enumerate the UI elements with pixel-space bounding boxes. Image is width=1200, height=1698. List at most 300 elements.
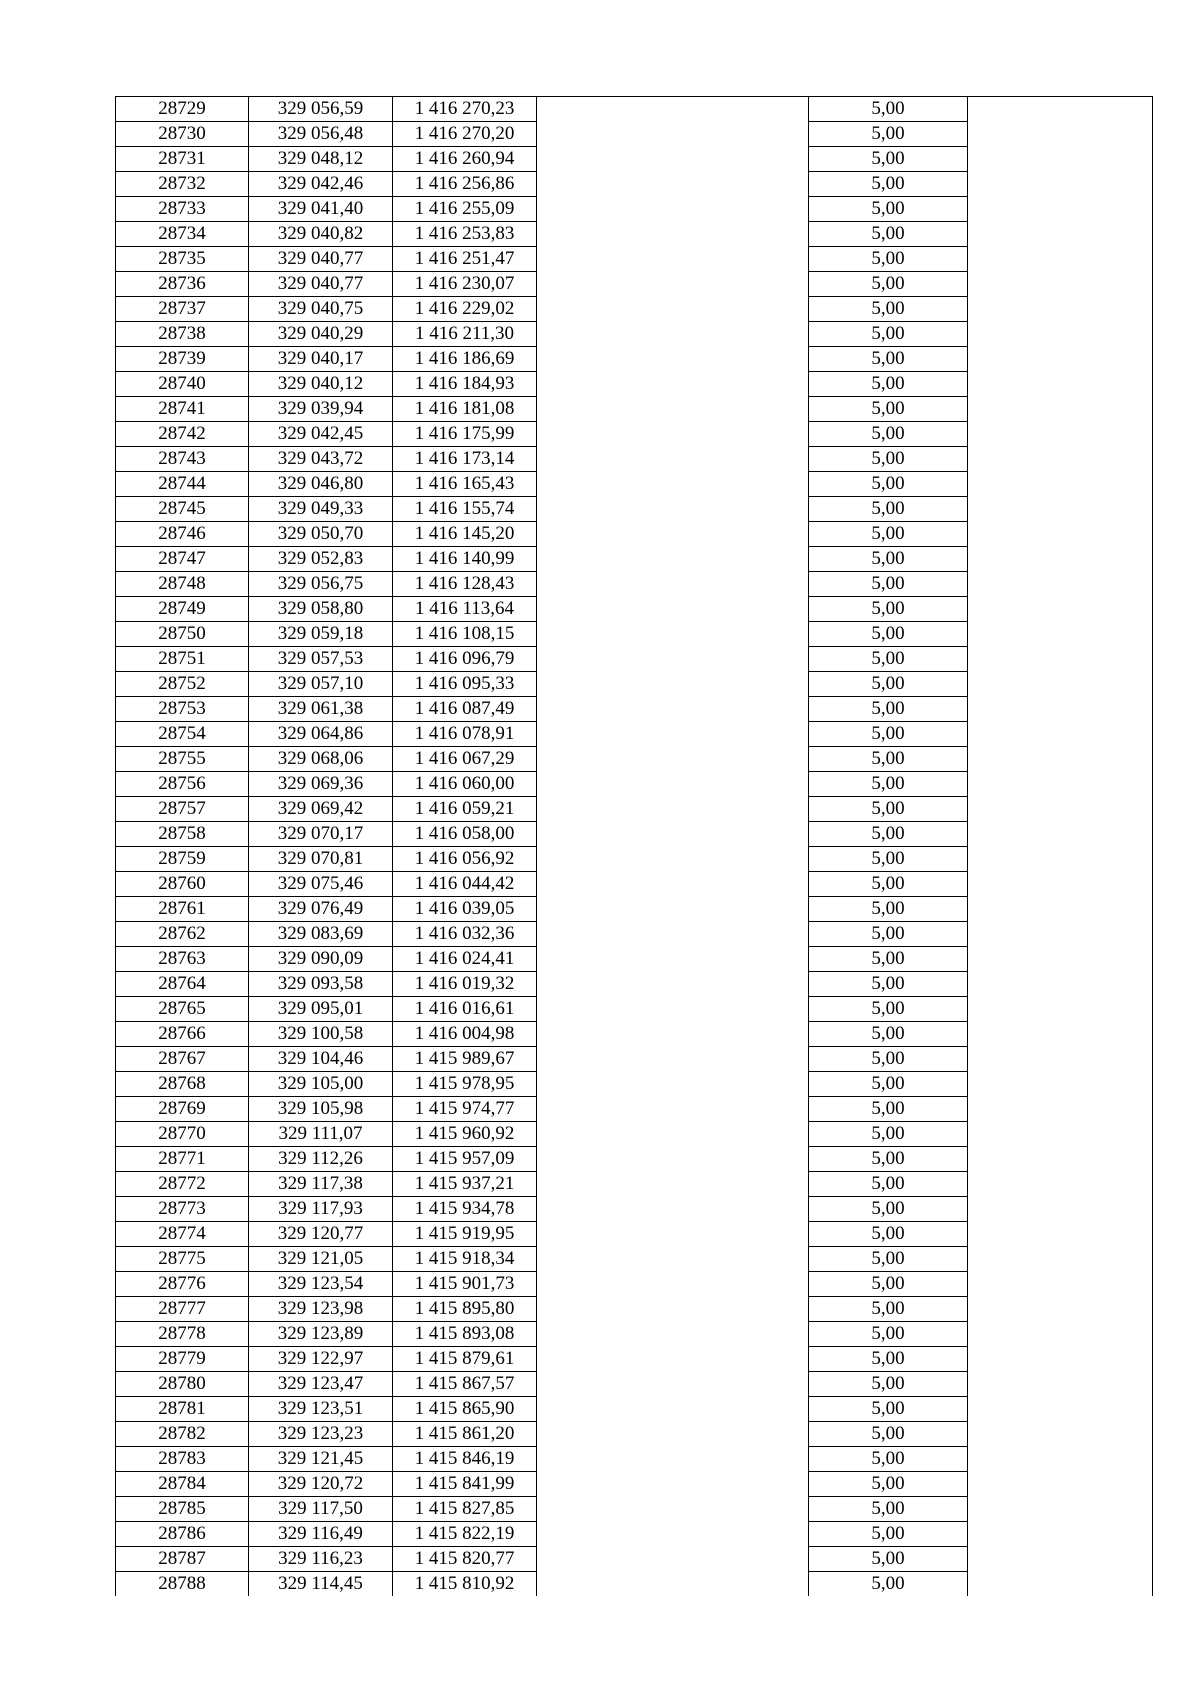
blank-cell bbox=[537, 847, 809, 872]
blank-cell bbox=[968, 772, 1153, 797]
value-cell: 5,00 bbox=[809, 947, 968, 972]
value-cell: 5,00 bbox=[809, 647, 968, 672]
blank-cell bbox=[537, 722, 809, 747]
blank-cell bbox=[968, 297, 1153, 322]
y-coordinate-cell: 1 415 867,57 bbox=[393, 1372, 537, 1397]
blank-cell bbox=[537, 647, 809, 672]
table-row bbox=[116, 572, 1153, 597]
blank-cell bbox=[537, 1397, 809, 1422]
blank-cell bbox=[537, 822, 809, 847]
table-row bbox=[116, 297, 1153, 322]
table-row bbox=[116, 222, 1153, 247]
y-coordinate-cell: 1 416 256,86 bbox=[393, 172, 537, 197]
value-cell: 5,00 bbox=[809, 247, 968, 272]
blank-cell bbox=[968, 697, 1153, 722]
table-row bbox=[116, 122, 1153, 147]
value-cell: 5,00 bbox=[809, 1447, 968, 1472]
value-cell: 5,00 bbox=[809, 1072, 968, 1097]
blank-cell bbox=[968, 497, 1153, 522]
table-row bbox=[116, 247, 1153, 272]
x-coordinate-cell: 329 100,58 bbox=[249, 1022, 393, 1047]
blank-cell bbox=[537, 347, 809, 372]
value-cell: 5,00 bbox=[809, 1397, 968, 1422]
y-coordinate-cell: 1 416 140,99 bbox=[393, 547, 537, 572]
blank-cell bbox=[537, 147, 809, 172]
blank-cell bbox=[968, 1222, 1153, 1247]
blank-cell bbox=[537, 1072, 809, 1097]
point-number-cell: 28787 bbox=[116, 1547, 249, 1572]
x-coordinate-cell: 329 123,47 bbox=[249, 1372, 393, 1397]
blank-cell bbox=[968, 422, 1153, 447]
blank-cell bbox=[968, 1522, 1153, 1547]
table-row bbox=[116, 872, 1153, 897]
blank-cell bbox=[537, 1522, 809, 1547]
y-coordinate-cell: 1 416 211,30 bbox=[393, 322, 537, 347]
y-coordinate-cell: 1 416 113,64 bbox=[393, 597, 537, 622]
point-number-cell: 28745 bbox=[116, 497, 249, 522]
x-coordinate-cell: 329 075,46 bbox=[249, 872, 393, 897]
y-coordinate-cell: 1 416 108,15 bbox=[393, 622, 537, 647]
blank-cell bbox=[968, 747, 1153, 772]
blank-cell bbox=[537, 922, 809, 947]
value-cell: 5,00 bbox=[809, 447, 968, 472]
blank-cell bbox=[968, 472, 1153, 497]
point-number-cell: 28783 bbox=[116, 1447, 249, 1472]
x-coordinate-cell: 329 117,50 bbox=[249, 1497, 393, 1522]
table-row bbox=[116, 1072, 1153, 1097]
value-cell: 5,00 bbox=[809, 497, 968, 522]
value-cell: 5,00 bbox=[809, 1272, 968, 1297]
y-coordinate-cell: 1 416 260,94 bbox=[393, 147, 537, 172]
blank-cell bbox=[537, 1322, 809, 1347]
y-coordinate-cell: 1 416 056,92 bbox=[393, 847, 537, 872]
point-number-cell: 28753 bbox=[116, 697, 249, 722]
blank-cell bbox=[537, 1547, 809, 1572]
x-coordinate-cell: 329 123,51 bbox=[249, 1397, 393, 1422]
blank-cell bbox=[968, 572, 1153, 597]
y-coordinate-cell: 1 416 044,42 bbox=[393, 872, 537, 897]
y-coordinate-cell: 1 415 978,95 bbox=[393, 1072, 537, 1097]
table-row bbox=[116, 772, 1153, 797]
x-coordinate-cell: 329 117,38 bbox=[249, 1172, 393, 1197]
x-coordinate-cell: 329 040,12 bbox=[249, 372, 393, 397]
value-cell: 5,00 bbox=[809, 722, 968, 747]
blank-cell bbox=[968, 1322, 1153, 1347]
point-number-cell: 28774 bbox=[116, 1222, 249, 1247]
blank-cell bbox=[968, 197, 1153, 222]
value-cell: 5,00 bbox=[809, 997, 968, 1022]
blank-cell bbox=[968, 1097, 1153, 1122]
table-row bbox=[116, 497, 1153, 522]
blank-cell bbox=[537, 672, 809, 697]
y-coordinate-cell: 1 416 019,32 bbox=[393, 972, 537, 997]
table-row bbox=[116, 1247, 1153, 1272]
value-cell: 5,00 bbox=[809, 747, 968, 772]
table-row bbox=[116, 522, 1153, 547]
x-coordinate-cell: 329 122,97 bbox=[249, 1347, 393, 1372]
x-coordinate-cell: 329 040,75 bbox=[249, 297, 393, 322]
blank-cell bbox=[537, 1047, 809, 1072]
y-coordinate-cell: 1 416 067,29 bbox=[393, 747, 537, 772]
x-coordinate-cell: 329 123,89 bbox=[249, 1322, 393, 1347]
blank-cell bbox=[968, 1122, 1153, 1147]
blank-cell bbox=[968, 997, 1153, 1022]
table-row bbox=[116, 847, 1153, 872]
blank-cell bbox=[968, 622, 1153, 647]
blank-cell bbox=[537, 1447, 809, 1472]
table-row bbox=[116, 1297, 1153, 1322]
x-coordinate-cell: 329 105,98 bbox=[249, 1097, 393, 1122]
blank-cell bbox=[537, 1572, 809, 1597]
blank-cell bbox=[968, 1397, 1153, 1422]
value-cell: 5,00 bbox=[809, 1522, 968, 1547]
y-coordinate-cell: 1 416 128,43 bbox=[393, 572, 537, 597]
blank-cell bbox=[537, 622, 809, 647]
blank-cell bbox=[537, 197, 809, 222]
x-coordinate-cell: 329 050,70 bbox=[249, 522, 393, 547]
value-cell: 5,00 bbox=[809, 1572, 968, 1597]
point-number-cell: 28751 bbox=[116, 647, 249, 672]
value-cell: 5,00 bbox=[809, 1097, 968, 1122]
table-row bbox=[116, 897, 1153, 922]
y-coordinate-cell: 1 415 820,77 bbox=[393, 1547, 537, 1572]
blank-cell bbox=[968, 1572, 1153, 1597]
y-coordinate-cell: 1 415 934,78 bbox=[393, 1197, 537, 1222]
table-row bbox=[116, 672, 1153, 697]
value-cell: 5,00 bbox=[809, 1297, 968, 1322]
blank-cell bbox=[968, 522, 1153, 547]
blank-cell bbox=[968, 1047, 1153, 1072]
y-coordinate-cell: 1 415 901,73 bbox=[393, 1272, 537, 1297]
value-cell: 5,00 bbox=[809, 872, 968, 897]
table-row bbox=[116, 1172, 1153, 1197]
x-coordinate-cell: 329 121,45 bbox=[249, 1447, 393, 1472]
table-row bbox=[116, 1097, 1153, 1122]
table-row bbox=[116, 1497, 1153, 1522]
blank-cell bbox=[968, 247, 1153, 272]
blank-cell bbox=[968, 1247, 1153, 1272]
point-number-cell: 28739 bbox=[116, 347, 249, 372]
blank-cell bbox=[968, 1072, 1153, 1097]
point-number-cell: 28778 bbox=[116, 1322, 249, 1347]
y-coordinate-cell: 1 416 039,05 bbox=[393, 897, 537, 922]
y-coordinate-cell: 1 415 989,67 bbox=[393, 1047, 537, 1072]
y-coordinate-cell: 1 415 937,21 bbox=[393, 1172, 537, 1197]
table-row bbox=[116, 1422, 1153, 1447]
point-number-cell: 28786 bbox=[116, 1522, 249, 1547]
point-number-cell: 28756 bbox=[116, 772, 249, 797]
blank-cell bbox=[537, 297, 809, 322]
value-cell: 5,00 bbox=[809, 547, 968, 572]
x-coordinate-cell: 329 120,77 bbox=[249, 1222, 393, 1247]
y-coordinate-cell: 1 416 270,23 bbox=[393, 97, 537, 122]
value-cell: 5,00 bbox=[809, 1147, 968, 1172]
point-number-cell: 28773 bbox=[116, 1197, 249, 1222]
point-number-cell: 28770 bbox=[116, 1122, 249, 1147]
value-cell: 5,00 bbox=[809, 522, 968, 547]
blank-cell bbox=[968, 447, 1153, 472]
point-number-cell: 28764 bbox=[116, 972, 249, 997]
y-coordinate-cell: 1 416 058,00 bbox=[393, 822, 537, 847]
blank-cell bbox=[968, 1147, 1153, 1172]
blank-cell bbox=[537, 397, 809, 422]
x-coordinate-cell: 329 042,46 bbox=[249, 172, 393, 197]
y-coordinate-cell: 1 415 895,80 bbox=[393, 1297, 537, 1322]
blank-cell bbox=[968, 1447, 1153, 1472]
point-number-cell: 28736 bbox=[116, 272, 249, 297]
point-number-cell: 28777 bbox=[116, 1297, 249, 1322]
x-coordinate-cell: 329 069,42 bbox=[249, 797, 393, 822]
table-row bbox=[116, 722, 1153, 747]
table-row bbox=[116, 372, 1153, 397]
blank-cell bbox=[537, 597, 809, 622]
x-coordinate-cell: 329 116,49 bbox=[249, 1522, 393, 1547]
value-cell: 5,00 bbox=[809, 397, 968, 422]
y-coordinate-cell: 1 416 253,83 bbox=[393, 222, 537, 247]
blank-cell bbox=[968, 597, 1153, 622]
blank-cell bbox=[537, 1097, 809, 1122]
x-coordinate-cell: 329 059,18 bbox=[249, 622, 393, 647]
blank-cell bbox=[537, 697, 809, 722]
y-coordinate-cell: 1 416 230,07 bbox=[393, 272, 537, 297]
blank-cell bbox=[537, 172, 809, 197]
x-coordinate-cell: 329 046,80 bbox=[249, 472, 393, 497]
blank-cell bbox=[537, 997, 809, 1022]
blank-cell bbox=[968, 822, 1153, 847]
blank-cell bbox=[537, 1497, 809, 1522]
point-number-cell: 28767 bbox=[116, 1047, 249, 1072]
x-coordinate-cell: 329 095,01 bbox=[249, 997, 393, 1022]
y-coordinate-cell: 1 415 879,61 bbox=[393, 1347, 537, 1372]
blank-cell bbox=[968, 222, 1153, 247]
value-cell: 5,00 bbox=[809, 1172, 968, 1197]
x-coordinate-cell: 329 040,77 bbox=[249, 272, 393, 297]
blank-cell bbox=[537, 1472, 809, 1497]
y-coordinate-cell: 1 416 032,36 bbox=[393, 922, 537, 947]
point-number-cell: 28731 bbox=[116, 147, 249, 172]
table-row bbox=[116, 1322, 1153, 1347]
table-row bbox=[116, 272, 1153, 297]
x-coordinate-cell: 329 120,72 bbox=[249, 1472, 393, 1497]
blank-cell bbox=[968, 1172, 1153, 1197]
point-number-cell: 28762 bbox=[116, 922, 249, 947]
y-coordinate-cell: 1 415 822,19 bbox=[393, 1522, 537, 1547]
value-cell: 5,00 bbox=[809, 847, 968, 872]
blank-cell bbox=[537, 872, 809, 897]
x-coordinate-cell: 329 049,33 bbox=[249, 497, 393, 522]
point-number-cell: 28769 bbox=[116, 1097, 249, 1122]
x-coordinate-cell: 329 040,82 bbox=[249, 222, 393, 247]
value-cell: 5,00 bbox=[809, 1047, 968, 1072]
value-cell: 5,00 bbox=[809, 347, 968, 372]
value-cell: 5,00 bbox=[809, 1222, 968, 1247]
x-coordinate-cell: 329 042,45 bbox=[249, 422, 393, 447]
x-coordinate-cell: 329 043,72 bbox=[249, 447, 393, 472]
table-row bbox=[116, 1047, 1153, 1072]
blank-cell bbox=[537, 1422, 809, 1447]
table-row bbox=[116, 397, 1153, 422]
blank-cell bbox=[968, 672, 1153, 697]
y-coordinate-cell: 1 416 004,98 bbox=[393, 1022, 537, 1047]
x-coordinate-cell: 329 093,58 bbox=[249, 972, 393, 997]
blank-cell bbox=[537, 322, 809, 347]
x-coordinate-cell: 329 112,26 bbox=[249, 1147, 393, 1172]
value-cell: 5,00 bbox=[809, 222, 968, 247]
point-number-cell: 28733 bbox=[116, 197, 249, 222]
point-number-cell: 28768 bbox=[116, 1072, 249, 1097]
point-number-cell: 28740 bbox=[116, 372, 249, 397]
table-row bbox=[116, 1472, 1153, 1497]
table-row bbox=[116, 1572, 1153, 1597]
y-coordinate-cell: 1 415 893,08 bbox=[393, 1322, 537, 1347]
table-row bbox=[116, 1222, 1153, 1247]
blank-cell bbox=[537, 547, 809, 572]
point-number-cell: 28779 bbox=[116, 1347, 249, 1372]
value-cell: 5,00 bbox=[809, 272, 968, 297]
table-row bbox=[116, 472, 1153, 497]
y-coordinate-cell: 1 416 165,43 bbox=[393, 472, 537, 497]
blank-cell bbox=[537, 497, 809, 522]
y-coordinate-cell: 1 416 251,47 bbox=[393, 247, 537, 272]
value-cell: 5,00 bbox=[809, 1372, 968, 1397]
value-cell: 5,00 bbox=[809, 172, 968, 197]
value-cell: 5,00 bbox=[809, 322, 968, 347]
point-number-cell: 28766 bbox=[116, 1022, 249, 1047]
x-coordinate-cell: 329 048,12 bbox=[249, 147, 393, 172]
value-cell: 5,00 bbox=[809, 197, 968, 222]
blank-cell bbox=[968, 1372, 1153, 1397]
y-coordinate-cell: 1 415 846,19 bbox=[393, 1447, 537, 1472]
point-number-cell: 28742 bbox=[116, 422, 249, 447]
point-number-cell: 28732 bbox=[116, 172, 249, 197]
x-coordinate-cell: 329 057,53 bbox=[249, 647, 393, 672]
point-number-cell: 28750 bbox=[116, 622, 249, 647]
y-coordinate-cell: 1 416 181,08 bbox=[393, 397, 537, 422]
point-number-cell: 28730 bbox=[116, 122, 249, 147]
x-coordinate-cell: 329 070,81 bbox=[249, 847, 393, 872]
table-row bbox=[116, 447, 1153, 472]
blank-cell bbox=[537, 1372, 809, 1397]
point-number-cell: 28748 bbox=[116, 572, 249, 597]
x-coordinate-cell: 329 076,49 bbox=[249, 897, 393, 922]
value-cell: 5,00 bbox=[809, 422, 968, 447]
table-row bbox=[116, 697, 1153, 722]
x-coordinate-cell: 329 070,17 bbox=[249, 822, 393, 847]
table-row bbox=[116, 1447, 1153, 1472]
value-cell: 5,00 bbox=[809, 672, 968, 697]
blank-cell bbox=[537, 447, 809, 472]
value-cell: 5,00 bbox=[809, 1197, 968, 1222]
x-coordinate-cell: 329 090,09 bbox=[249, 947, 393, 972]
value-cell: 5,00 bbox=[809, 97, 968, 122]
x-coordinate-cell: 329 056,75 bbox=[249, 572, 393, 597]
table-row bbox=[116, 997, 1153, 1022]
point-number-cell: 28749 bbox=[116, 597, 249, 622]
point-number-cell: 28757 bbox=[116, 797, 249, 822]
blank-cell bbox=[537, 522, 809, 547]
table-row bbox=[116, 947, 1153, 972]
y-coordinate-cell: 1 415 957,09 bbox=[393, 1147, 537, 1172]
y-coordinate-cell: 1 416 087,49 bbox=[393, 697, 537, 722]
value-cell: 5,00 bbox=[809, 472, 968, 497]
blank-cell bbox=[968, 922, 1153, 947]
point-number-cell: 28765 bbox=[116, 997, 249, 1022]
blank-cell bbox=[537, 97, 809, 122]
value-cell: 5,00 bbox=[809, 922, 968, 947]
y-coordinate-cell: 1 416 024,41 bbox=[393, 947, 537, 972]
value-cell: 5,00 bbox=[809, 297, 968, 322]
point-number-cell: 28754 bbox=[116, 722, 249, 747]
table-row bbox=[116, 197, 1153, 222]
value-cell: 5,00 bbox=[809, 622, 968, 647]
x-coordinate-cell: 329 111,07 bbox=[249, 1122, 393, 1147]
blank-cell bbox=[968, 1347, 1153, 1372]
value-cell: 5,00 bbox=[809, 1322, 968, 1347]
point-number-cell: 28738 bbox=[116, 322, 249, 347]
table-row bbox=[116, 1347, 1153, 1372]
blank-cell bbox=[537, 122, 809, 147]
x-coordinate-cell: 329 068,06 bbox=[249, 747, 393, 772]
blank-cell bbox=[968, 1297, 1153, 1322]
x-coordinate-cell: 329 123,54 bbox=[249, 1272, 393, 1297]
y-coordinate-cell: 1 416 255,09 bbox=[393, 197, 537, 222]
table-row bbox=[116, 797, 1153, 822]
blank-cell bbox=[968, 272, 1153, 297]
point-number-cell: 28782 bbox=[116, 1422, 249, 1447]
table-row bbox=[116, 1122, 1153, 1147]
y-coordinate-cell: 1 416 060,00 bbox=[393, 772, 537, 797]
x-coordinate-cell: 329 056,48 bbox=[249, 122, 393, 147]
x-coordinate-cell: 329 116,23 bbox=[249, 1547, 393, 1572]
value-cell: 5,00 bbox=[809, 772, 968, 797]
blank-cell bbox=[968, 172, 1153, 197]
table-row bbox=[116, 747, 1153, 772]
point-number-cell: 28761 bbox=[116, 897, 249, 922]
table-row bbox=[116, 172, 1153, 197]
value-cell: 5,00 bbox=[809, 822, 968, 847]
blank-cell bbox=[537, 1297, 809, 1322]
value-cell: 5,00 bbox=[809, 897, 968, 922]
x-coordinate-cell: 329 040,29 bbox=[249, 322, 393, 347]
blank-cell bbox=[537, 1347, 809, 1372]
y-coordinate-cell: 1 415 810,92 bbox=[393, 1572, 537, 1597]
blank-cell bbox=[537, 797, 809, 822]
y-coordinate-cell: 1 415 841,99 bbox=[393, 1472, 537, 1497]
point-number-cell: 28775 bbox=[116, 1247, 249, 1272]
point-number-cell: 28785 bbox=[116, 1497, 249, 1522]
blank-cell bbox=[537, 1172, 809, 1197]
point-number-cell: 28763 bbox=[116, 947, 249, 972]
y-coordinate-cell: 1 416 016,61 bbox=[393, 997, 537, 1022]
x-coordinate-cell: 329 083,69 bbox=[249, 922, 393, 947]
point-number-cell: 28744 bbox=[116, 472, 249, 497]
blank-cell bbox=[537, 1197, 809, 1222]
blank-cell bbox=[537, 972, 809, 997]
blank-cell bbox=[968, 347, 1153, 372]
blank-cell bbox=[537, 1147, 809, 1172]
table-row bbox=[116, 622, 1153, 647]
point-number-cell: 28781 bbox=[116, 1397, 249, 1422]
blank-cell bbox=[968, 372, 1153, 397]
x-coordinate-cell: 329 123,98 bbox=[249, 1297, 393, 1322]
point-number-cell: 28747 bbox=[116, 547, 249, 572]
x-coordinate-cell: 329 117,93 bbox=[249, 1197, 393, 1222]
blank-cell bbox=[537, 472, 809, 497]
blank-cell bbox=[968, 1422, 1153, 1447]
y-coordinate-cell: 1 415 960,92 bbox=[393, 1122, 537, 1147]
y-coordinate-cell: 1 416 184,93 bbox=[393, 372, 537, 397]
blank-cell bbox=[968, 547, 1153, 572]
